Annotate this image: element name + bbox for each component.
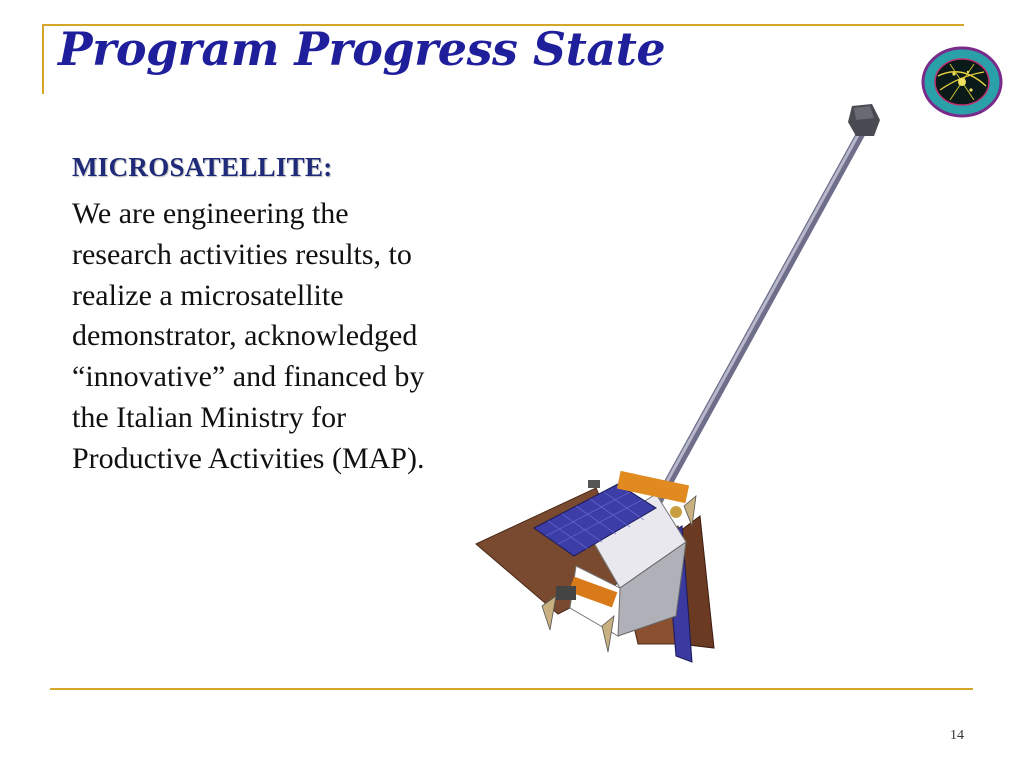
microsatellite-illustration: [470, 96, 890, 676]
title-frame-left: [42, 24, 44, 94]
body-line: demonstrator, acknowledged: [72, 319, 418, 353]
body-paragraph: [72, 194, 472, 484]
body-line: Productive Activities (MAP).: [72, 441, 425, 475]
g-and-a-engineering-logo-icon: [920, 46, 1004, 118]
section-heading: MICROSATELLITE:: [72, 152, 333, 182]
body-line: We are engineering the: [72, 197, 349, 230]
body-line: research activities results, to: [72, 237, 412, 271]
body-line: “innovative” and financed by: [72, 360, 425, 394]
body-line: realize a microsatellite: [72, 278, 344, 312]
body-line: the Italian Ministry for: [72, 400, 347, 434]
page-number: 14: [950, 728, 964, 743]
footer-rule: [50, 688, 973, 690]
slide-title: Program Progress State: [58, 22, 666, 76]
